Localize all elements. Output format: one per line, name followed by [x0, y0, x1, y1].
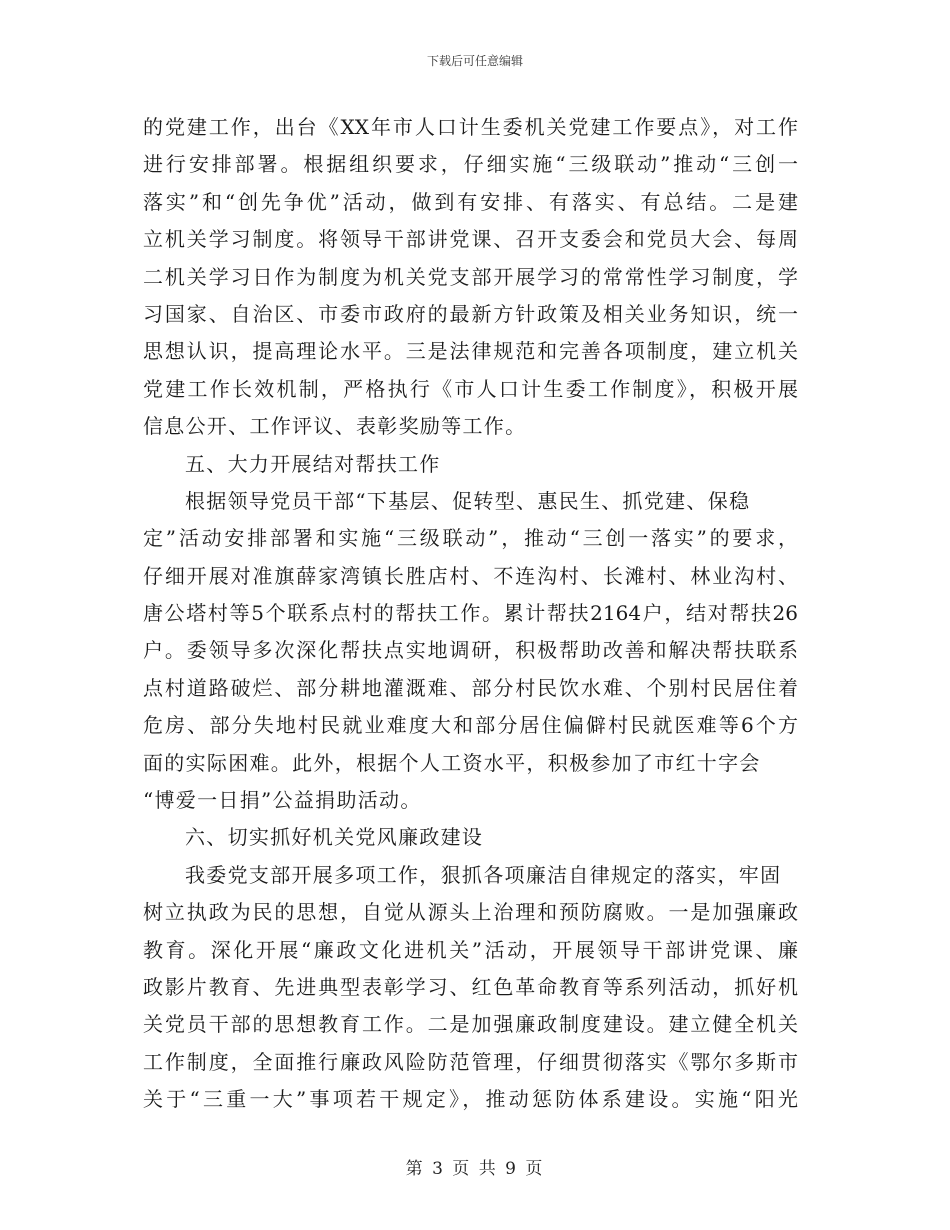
text-line: 的党建工作，出台《XX年市人口计生委机关党建工作要点》，对工作 — [143, 115, 798, 139]
text-line: 党建工作长效机制，严格执行《市人口计生委工作制度》，积极开展 — [143, 376, 798, 401]
text-line: 习国家、自治区、市委市政府的最新方针政策及相关业务知识，统一 — [143, 301, 798, 326]
text-line: 关党员干部的思想教育工作。二是加强廉政制度建设。建立健全机关 — [143, 1012, 798, 1037]
text-line: 政影片教育、先进典型表彰学习、红色革命教育等系列活动，抓好机 — [143, 974, 798, 999]
text-line: 户。委领导多次深化帮扶点实地调研，积极帮助改善和解决帮扶联系 — [143, 638, 798, 663]
text-line: 树立执政为民的思想，自觉从源头上治理和预防腐败。一是加强廉政 — [143, 900, 798, 925]
text-line: 点村道路破烂、部分耕地灌溉难、部分村民饮水难、个别村民居住着 — [143, 675, 798, 700]
page-number: 第 3 页 共 9 页 — [405, 1159, 545, 1179]
text-line: 关于“三重一大”事项若干规定》，推动惩防体系建设。实施“阳光 — [143, 1087, 798, 1112]
text-line: 工作制度，全面推行廉政风险防范管理，仔细贯彻落实《鄂尔多斯市 — [143, 1049, 798, 1074]
text-line: 危房、部分失地村民就业难度大和部分居住偏僻村民就医难等6个方 — [143, 713, 798, 738]
text-line: 立机关学习制度。将领导干部讲党课、召开支委会和党员大会、每周 — [143, 227, 798, 252]
text-line: 面的实际困难。此外，根据个人工资水平，积极参加了市红十字会 — [143, 750, 761, 775]
text-line: 教育。深化开展“廉政文化进机关”活动，开展领导干部讲党课、廉 — [143, 937, 798, 962]
text-line: 进行安排部署。根据组织要求，仔细实施“三级联动”推动“三创一 — [143, 152, 798, 177]
text-line: 仔细开展对准旗薛家湾镇长胜店村、不连沟村、长滩村、林业沟村、 — [143, 563, 798, 588]
document-body — [143, 109, 798, 1119]
text-line: 我委党支部开展多项工作，狠抓各项廉洁自律规定的落实，牢固 — [185, 862, 782, 887]
text-line: 定”活动安排部署和实施“三级联动”，推动“三创一落实”的要求， — [143, 526, 798, 551]
text-line: 六、切实抓好机关党风廉政建设 — [185, 825, 484, 850]
text-line: 信息公开、工作评议、表彰奖励等工作。 — [143, 414, 527, 439]
text-line: 根据领导党员干部“下基层、促转型、惠民生、抓党建、保稳 — [185, 488, 751, 513]
text-line: “博爱一日捐”公益捐助活动。 — [143, 788, 422, 813]
text-line: 思想认识，提高理论水平。三是法律规范和完善各项制度，建立机关 — [143, 339, 798, 364]
text-line: 五、大力开展结对帮扶工作 — [185, 451, 441, 476]
text-line: 落实”和“创先争优”活动，做到有安排、有落实、有总结。二是建 — [143, 189, 798, 214]
text-line: 唐公塔村等5个联系点村的帮扶工作。累计帮扶2164户，结对帮扶26 — [143, 601, 798, 626]
page-header: 下载后可任意编辑 — [426, 54, 523, 68]
text-line: 二机关学习日作为制度为机关党支部开展学习的常常性学习制度，学 — [143, 264, 798, 289]
